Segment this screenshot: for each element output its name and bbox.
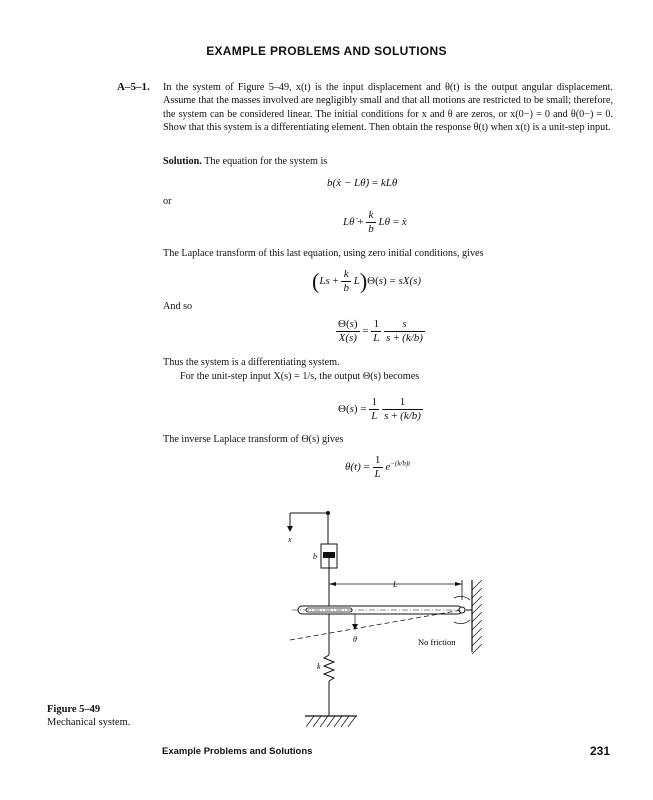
thus-text: Thus the system is a differentiating system. xyxy=(163,357,340,368)
k-over-b-fraction: $\frac{k}{b}$ xyxy=(368,209,374,235)
problem-number: A–5–1. xyxy=(117,81,150,93)
spring xyxy=(324,655,334,681)
label-L: L xyxy=(393,580,398,589)
label-x: x xyxy=(288,535,292,544)
label-k: k xyxy=(317,662,321,671)
inverse-text: The inverse Laplace transform of Θ(s) gives xyxy=(163,434,344,445)
equation-1: b(ẋ − Lθ̇) = kLθ xyxy=(327,177,398,189)
equation-3: (Ls + $\frac{k}{b}$ L)Θ(s) = sX(s) xyxy=(312,268,422,294)
laplace-text: The Laplace transform of this last equation, using zero initial conditions, gives xyxy=(163,248,484,259)
label-no-friction: No friction xyxy=(418,637,456,647)
wall-hatching xyxy=(472,580,482,654)
solution-intro: The equation for the system is xyxy=(204,156,328,167)
problem-text: In the system of Figure 5–49, x(t) is the input displacement and θ(t) is the output angular displacement. Assume that the masses involved are negligibly small and that all motions are restricted to be small; therefore, the system can be considered linear. The initial conditions for x and θ are zeros, or x(0−) = 0 and θ(0−) = 0. Show that this system is a differentiating element. Then obtain the response θ(t) when x(t) is a unit-step input. xyxy=(163,82,613,134)
footer-section-title: Example Problems and Solutions xyxy=(162,746,313,757)
unit-step-text: For the unit-step input X(s) = 1/s, the output Θ(s) becomes xyxy=(180,371,420,382)
and-so-text: And so xyxy=(163,301,193,312)
ground-hatching xyxy=(306,716,356,727)
equation-5: Θ(s) = $\frac{1}{L}$ $\frac{1}{s + (k/b)}$ xyxy=(338,396,421,422)
figure-number: Figure 5–49 xyxy=(47,704,101,715)
page-number: 231 xyxy=(590,744,611,758)
page-header: EXAMPLE PROBLEMS AND SOLUTIONS xyxy=(206,44,447,58)
equation-4: $\frac{\Theta(s)}{X(s)}$ = $\frac{1}{L}$ $\frac{s}{s + (k/b)}$ xyxy=(338,318,423,344)
equation-6: θ(t) = $\frac{1}{L}$ $e^{-(k/b)t}$ xyxy=(345,454,411,480)
figure-caption: Mechanical system. xyxy=(47,717,131,728)
equation-2: Lθ̇ + $\frac{k}{b}$ Lθ = ẋ xyxy=(343,209,407,235)
or-text: or xyxy=(163,196,172,207)
figure-caption-block xyxy=(47,703,130,729)
solution-label: Solution. xyxy=(163,156,202,167)
label-b: b xyxy=(313,552,317,561)
label-theta: θ xyxy=(353,635,357,644)
